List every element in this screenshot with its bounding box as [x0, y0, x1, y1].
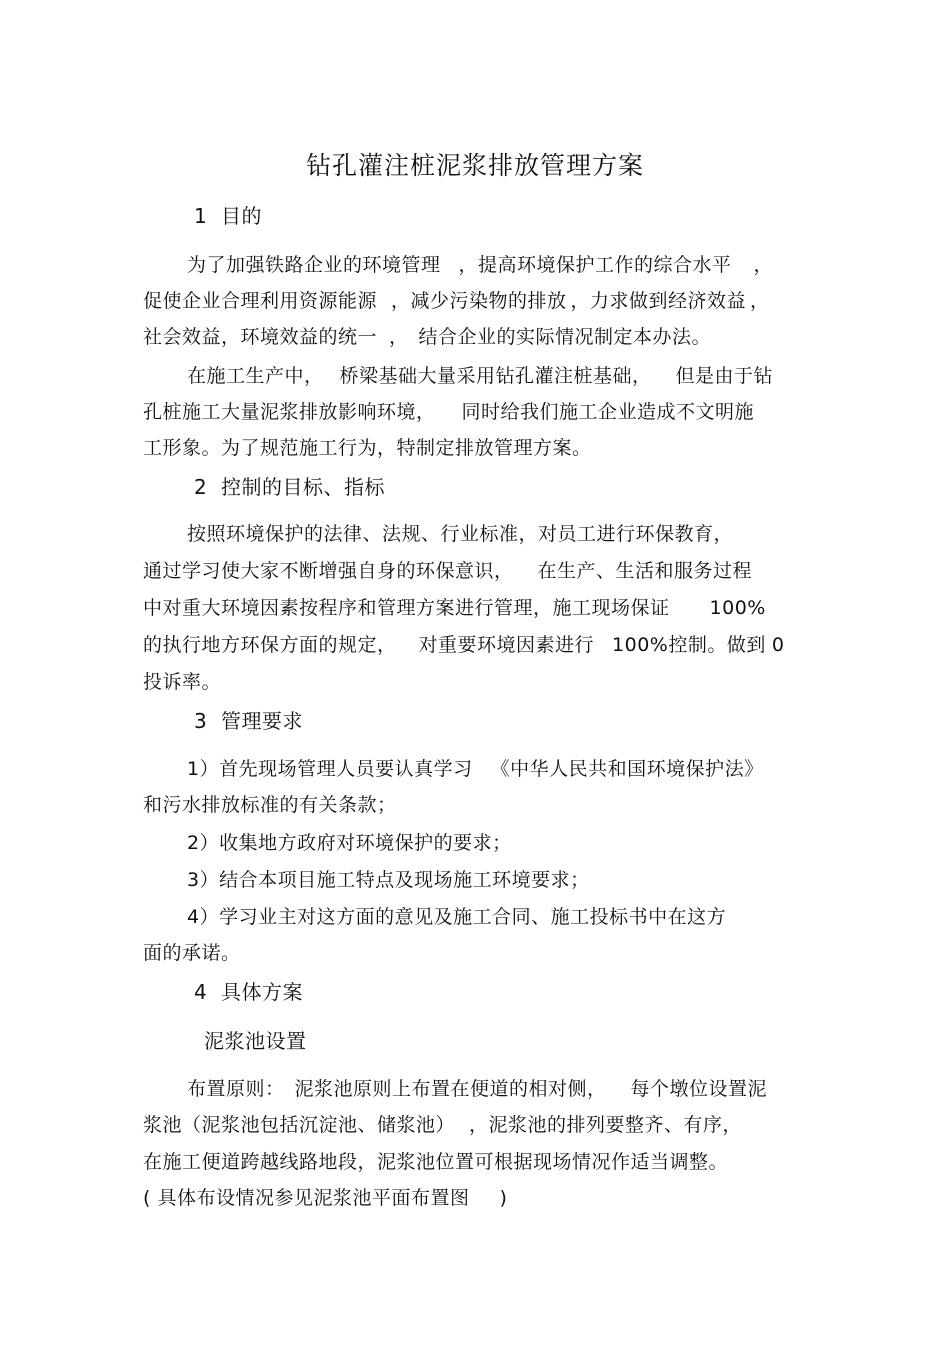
text-run: 面的承诺。: [143, 942, 241, 964]
text-run: 但是由于钻: [675, 365, 774, 387]
text-run: 4）学习业主对这方面的意见及施工合同、施工投标书中在这方: [187, 906, 727, 928]
text-run: ): [499, 1187, 508, 1209]
text-run: 和污水排放标准的有关条款；: [143, 794, 397, 816]
text-run: 桥梁基础大量采用钻孔灌注桩基础，: [339, 365, 652, 387]
text-run: ，提高环境保护工作的综合水平: [458, 254, 732, 276]
text-run: 在施工便道跨越线路地段，泥浆池位置可根据现场情况作适当调整。: [143, 1151, 729, 1173]
list-item: [143, 939, 241, 967]
section-heading-2: 2 控制的目标、指标: [194, 475, 385, 499]
text-run: 泥浆池原则上布置在便道的相对侧，: [294, 1078, 607, 1100]
text-run: 对重要环境因素进行: [418, 634, 595, 656]
text-run: 《中华人民共和国环境保护法》: [490, 758, 764, 780]
text-run: 为了加强铁路企业的环境管理: [187, 254, 441, 276]
paragraph-line: [143, 287, 770, 315]
text-run: 结合企业的实际情况制定本办法。: [418, 326, 712, 348]
text-run: 投诉率。: [143, 671, 222, 693]
text-run: 在生产、生活和服务过程: [537, 560, 753, 582]
text-run: 社会效益，环境效益的统一: [143, 326, 378, 348]
text-run: 浆池（泥浆池包括沉淀池、储浆池）: [143, 1114, 456, 1136]
text-run: 0: [771, 634, 785, 656]
paragraph-line: [143, 631, 784, 659]
section-heading-1: 1 目的: [194, 204, 262, 228]
paragraph-line: [143, 668, 221, 696]
text-run: 孔桩施工大量泥浆排放影响环境，: [143, 401, 436, 423]
paragraph-line: [143, 323, 711, 351]
list-item: [187, 866, 590, 894]
paragraph-line: [143, 1111, 742, 1139]
subsection-heading: 泥浆池设置: [204, 1029, 307, 1053]
list-item: [143, 791, 397, 819]
paragraph-line: [143, 1148, 728, 1176]
paragraph-line: [187, 1075, 767, 1103]
paragraph-line: [143, 398, 754, 426]
list-item: [187, 829, 512, 857]
text-run: 1）首先现场管理人员要认真学习: [187, 758, 473, 780]
text-run: 中对重大环境因素按程序和管理方案进行管理，施工现场保证: [143, 597, 670, 619]
text-run: ，: [389, 326, 409, 348]
section-heading-3: 3 管理要求: [194, 709, 303, 733]
text-run: ，减少污染物的排放: [391, 290, 567, 312]
section-heading-4: 4 具体方案: [194, 980, 303, 1004]
text-run: 2）收集地方政府对环境保护的要求；: [187, 832, 512, 854]
paragraph-line: [187, 520, 733, 548]
text-run: ，力求做到经济效益: [570, 290, 747, 312]
text-run: 按照环境保护的法律、法规、行业标准，对员工进行环保教育，: [187, 523, 734, 545]
text-run: 布置原则：: [187, 1078, 285, 1100]
text-run: 工形象。为了规范施工行为，特制定排放管理方案。: [143, 437, 592, 459]
text-run: 同时给我们施工企业造成不文明施: [461, 401, 755, 423]
document-title: 钻孔灌注桩泥浆排放管理方案: [305, 151, 644, 180]
text-run: 的执行地方环保方面的规定，: [143, 634, 397, 656]
text-run: 在施工生产中，: [187, 365, 324, 387]
text-run: ，: [753, 254, 774, 276]
list-item: [187, 755, 764, 783]
list-item: [187, 903, 726, 931]
text-run: 3）结合本项目施工特点及现场施工环境要求；: [187, 869, 590, 891]
paragraph-line: [143, 1184, 507, 1212]
paragraph-line: [143, 594, 766, 622]
text-run: ，泥浆池的排列要整齐、有序，: [469, 1114, 743, 1136]
text-run: ，: [750, 290, 770, 312]
paragraph-line: [143, 434, 592, 462]
text-run: 促使企业合理利用资源能源: [143, 290, 378, 312]
text-run: 每个墩位设置泥: [630, 1078, 768, 1100]
paragraph-line: [187, 251, 773, 279]
text-run: 100%: [709, 597, 766, 619]
text-run: 通过学习使大家不断增强自身的环保意识，: [143, 560, 514, 582]
paragraph-line: [187, 362, 773, 390]
paragraph-line: [143, 557, 752, 585]
text-run: 100%控制。做到: [612, 634, 766, 656]
text-run: ( 具体布设情况参见泥浆池平面布置图: [143, 1187, 470, 1209]
